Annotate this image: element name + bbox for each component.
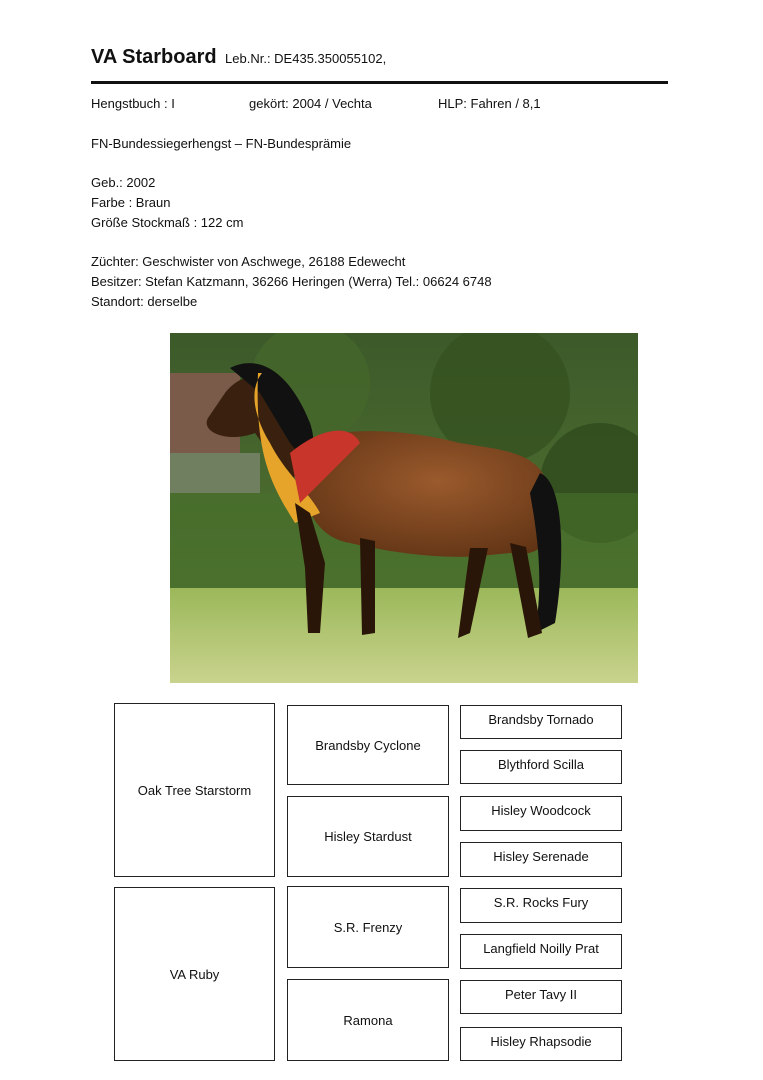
award-line: FN-Bundessiegerhengst – FN-Bundesprämie: [91, 136, 352, 151]
licensing-info: gekört: 2004 / Vechta: [249, 96, 372, 111]
pedigree-dam-sire: S.R. Frenzy: [287, 886, 449, 968]
stallion-title: [91, 46, 386, 69]
header-rule: [91, 81, 668, 84]
location: Standort: derselbe: [91, 294, 198, 309]
pedigree-g3-1: Brandsby Tornado: [460, 705, 622, 739]
birth-year: Geb.: 2002: [91, 175, 156, 190]
height: Größe Stockmaß : 122 cm: [91, 215, 244, 230]
pedigree-g3-7: Peter Tavy II: [460, 980, 622, 1014]
pedigree-g3-5: S.R. Rocks Fury: [460, 888, 622, 923]
pedigree-sire-dam: Hisley Stardust: [287, 796, 449, 877]
stallion-photo: [170, 333, 638, 683]
coat-color: Farbe : Braun: [91, 195, 171, 210]
performance-test: HLP: Fahren / 8,1: [438, 96, 541, 111]
stallion-name: VA Starboard: [91, 46, 217, 68]
pedigree-sire: Oak Tree Starstorm: [114, 703, 275, 877]
breeder: Züchter: Geschwister von Aschwege, 26188 Edewecht: [91, 254, 406, 269]
pedigree-dam-dam: Ramona: [287, 979, 449, 1061]
pedigree-dam: VA Ruby: [114, 887, 275, 1061]
pedigree-sire-sire: Brandsby Cyclone: [287, 705, 449, 785]
life-number: Leb.Nr.: DE435.350055102,: [225, 51, 387, 66]
pedigree-g3-2: Blythford Scilla: [460, 750, 622, 784]
pedigree-g3-3: Hisley Woodcock: [460, 796, 622, 831]
pedigree-g3-8: Hisley Rhapsodie: [460, 1027, 622, 1061]
pedigree-g3-6: Langfield Noilly Prat: [460, 934, 622, 969]
pedigree-g3-4: Hisley Serenade: [460, 842, 622, 877]
stud-book-class: Hengstbuch : I: [91, 96, 175, 111]
owner: Besitzer: Stefan Katzmann, 36266 Heringen (Werra) Tel.: 06624 6748: [91, 274, 492, 289]
